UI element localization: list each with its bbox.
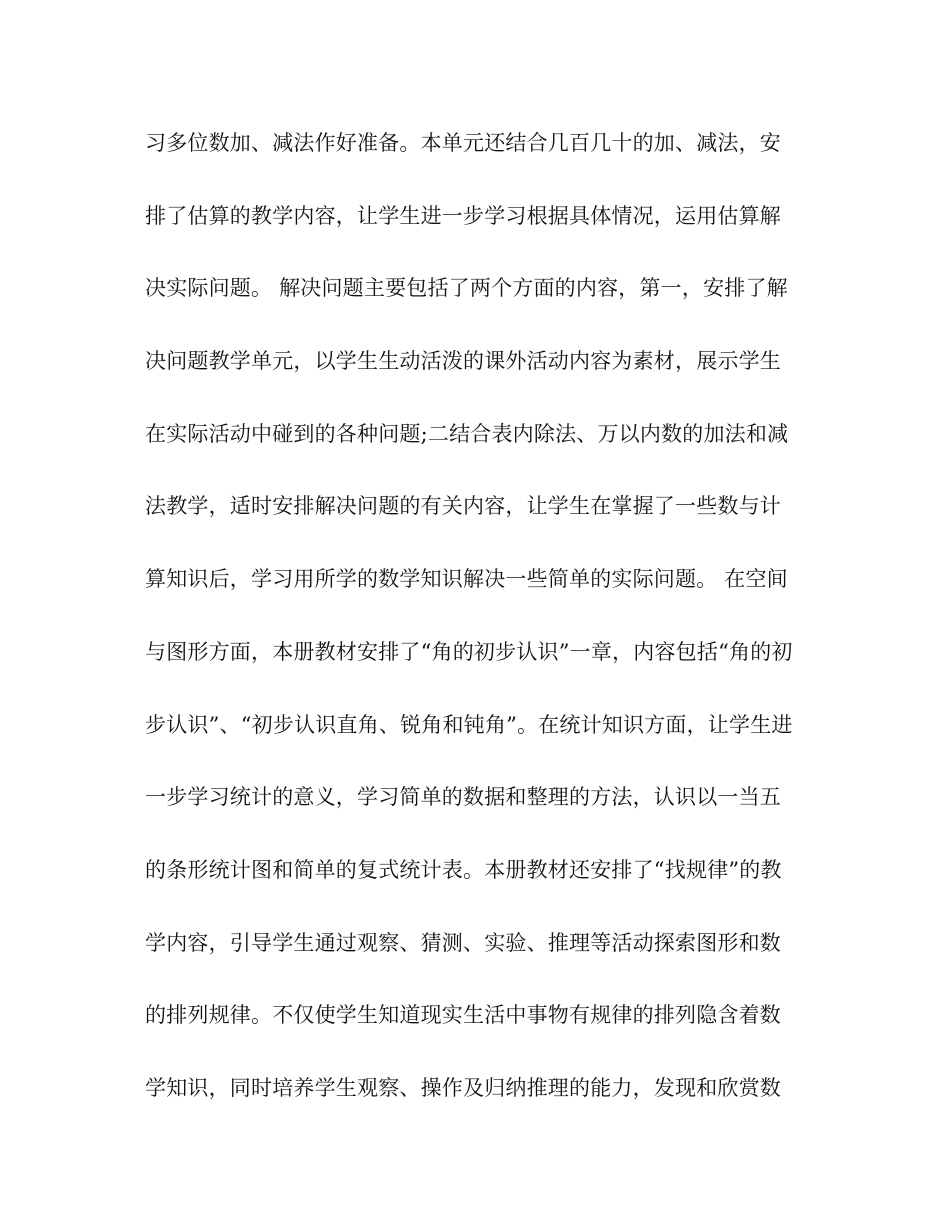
text-line: 排了估算的教学内容，让学生进一步学习根据具体情况，运用估算解 <box>145 203 781 228</box>
body-text <box>145 125 815 1143</box>
text-line: 与图形方面，本册教材安排了“角的初步认识”一章，内容包括“角的初 <box>145 639 793 664</box>
text-line: 的排列规律。不仅使学生知道现实生活中事物有规律的排列隐含着数 <box>145 1003 781 1028</box>
text-line: 法教学，适时安排解决问题的有关内容，让学生在掌握了一些数与计 <box>145 494 781 519</box>
text-line: 的条形统计图和简单的复式统计表。本册教材还安排了“找规律”的教 <box>145 857 782 882</box>
text-line: 算知识后，学习用所学的数学知识解决一些简单的实际问题。 在空间 <box>145 567 788 592</box>
text-line: 学内容，引导学生通过观察、猜测、实验、推理等活动探索图形和数 <box>145 930 781 955</box>
text-line: 在实际活动中碰到的各种问题;二结合表内除法、万以内数的加法和减 <box>145 421 789 446</box>
text-line: 决问题教学单元，以学生生动活泼的课外活动内容为素材，展示学生 <box>145 349 781 374</box>
text-line: 习多位数加、减法作好准备。本单元还结合几百几十的加、减法，安 <box>145 131 781 155</box>
text-line: 一步学习统计的意义，学习简单的数据和整理的方法，认识以一当五 <box>145 785 781 810</box>
text-line: 决实际问题。 解决问题主要包括了两个方面的内容，第一，安排了解 <box>145 276 788 301</box>
text-line: 步认识”、“初步认识直角、锐角和钝角”。在统计知识方面，让学生进 <box>145 712 793 737</box>
text-line: 学知识，同时培养学生观察、操作及归纳推理的能力，发现和欣赏数 <box>145 1075 781 1100</box>
